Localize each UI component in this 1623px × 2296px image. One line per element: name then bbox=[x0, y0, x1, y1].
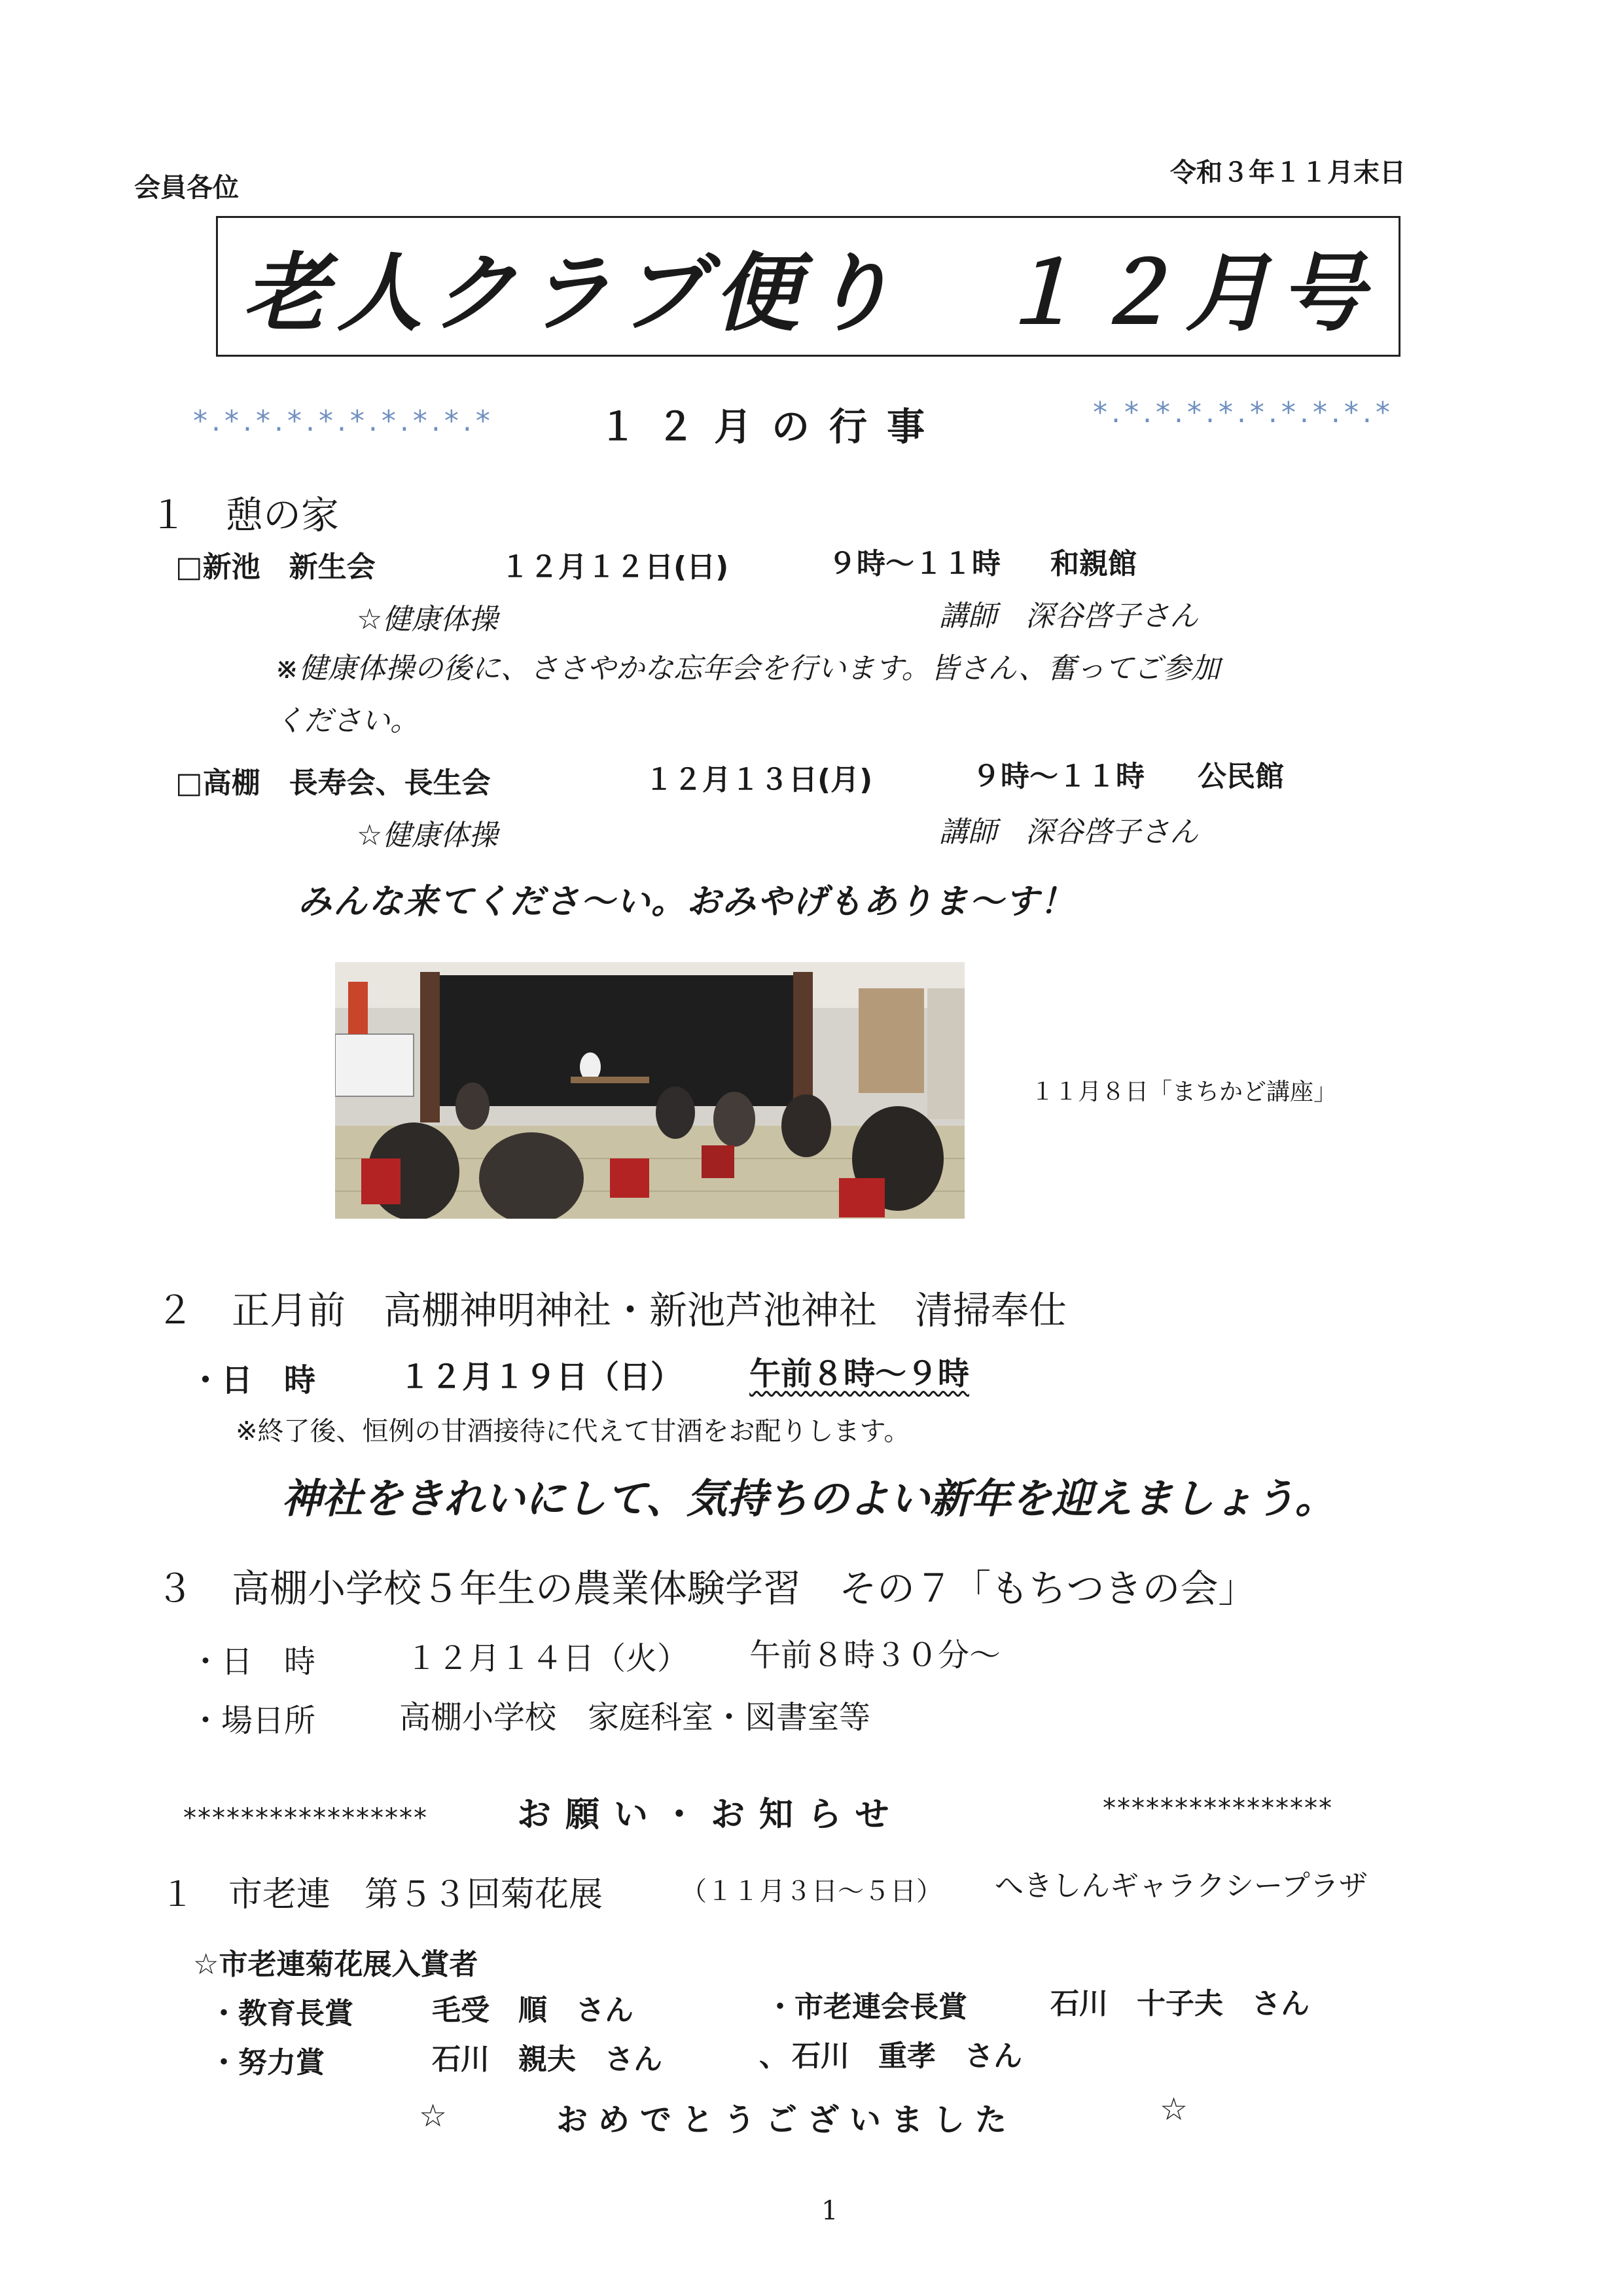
item2-venue: 公民館 bbox=[1198, 760, 1284, 793]
section2-note: ※終了後、恒例の甘酒接待に代えて甘酒をお配りします。 bbox=[236, 1416, 910, 1446]
notice1-title: １ 市老連 第５３回菊花展 bbox=[160, 1875, 603, 1914]
events-heading: １２月の行事 bbox=[599, 404, 945, 449]
asterisk-decoration-right: **************** bbox=[1103, 1793, 1333, 1823]
section3-place-label: ・場日所 bbox=[190, 1702, 316, 1739]
item2-instructor: 講師 深谷啓子さん bbox=[939, 816, 1198, 849]
section2-time: 午前８時～９時 bbox=[749, 1355, 970, 1392]
snowflake-decoration-left: *.*.*.*.*.*.*.*.*.* bbox=[193, 404, 494, 438]
page-number: 1 bbox=[821, 2196, 838, 2226]
winner-award: ・努力賞 bbox=[209, 2046, 325, 2079]
section1-heading: １ 憩の家 bbox=[149, 493, 340, 537]
photo-caption: １１月８日「まちかど講座」 bbox=[1031, 1079, 1338, 1105]
section1-slogan: みんな来てくださ～い。おみやげもありま～す！ bbox=[298, 882, 1076, 922]
winner-award: ・教育長賞 bbox=[209, 1997, 353, 2030]
section3-date: １２月１４日（火） bbox=[406, 1640, 689, 1677]
notice1-period: （１１月３日～５日） bbox=[681, 1876, 942, 1907]
section2-slogan: 神社をきれいにして、気持ちのよい新年を迎えましょう。 bbox=[281, 1475, 1336, 1522]
item1-venue: 和親館 bbox=[1050, 547, 1137, 581]
notice1-venue: へきしんギャラクシープラザ bbox=[995, 1869, 1368, 1903]
item2-activity: ☆健康体操 bbox=[357, 819, 498, 852]
item1-note-line1: ※健康体操の後に、ささやかな忘年会を行います。皆さん、奮ってご参加 bbox=[275, 652, 1220, 685]
item1-note-line2: ください。 bbox=[275, 704, 419, 738]
winners-heading: ☆市老連菊花展入賞者 bbox=[193, 1948, 478, 1981]
snowflake-decoration-right: *.*.*.*.*.*.*.*.*.* bbox=[1093, 396, 1394, 429]
winner-name: 石川 重孝 さん bbox=[792, 2039, 1022, 2073]
item1-instructor: 講師 深谷啓子さん bbox=[939, 600, 1198, 633]
star-icon: ☆ bbox=[1160, 2091, 1188, 2128]
section3-date-label: ・日 時 bbox=[190, 1643, 316, 1680]
section2-date: １２月１９日（日） bbox=[399, 1359, 683, 1395]
section2-heading: ２ 正月前 高棚神明神社・新池芦池神社 清掃奉仕 bbox=[156, 1288, 1067, 1333]
section3-time: 午前８時３０分～ bbox=[749, 1637, 1001, 1674]
winner-name: 毛受 順 さん bbox=[432, 1994, 633, 2027]
item2-date: １２月１３日(月) bbox=[645, 763, 873, 797]
event-photo bbox=[335, 962, 965, 1219]
item1-place: □新池 新生会 bbox=[175, 550, 376, 584]
asterisk-decoration-left: ***************** bbox=[183, 1803, 428, 1833]
title-box bbox=[216, 216, 1400, 357]
congrats-text: おめでとうございました bbox=[556, 2102, 1018, 2138]
item2-time: ９時～１１時 bbox=[972, 760, 1145, 793]
notices-heading: お願い・お知らせ bbox=[517, 1795, 904, 1835]
winner-award: ・市老連会長賞 bbox=[766, 1990, 967, 2024]
issue-date: 令和３年１１月末日 bbox=[1170, 158, 1406, 188]
page-title: 老人クラブ便り １２月号 bbox=[242, 243, 1374, 343]
star-icon: ☆ bbox=[419, 2098, 448, 2134]
item1-activity: ☆健康体操 bbox=[357, 603, 498, 636]
recipients: 会員各位 bbox=[134, 173, 239, 203]
item2-place: □高棚 長寿会、長生会 bbox=[175, 766, 491, 800]
winner-separator: 、 bbox=[759, 2039, 788, 2073]
item1-date: １２月１２日(日) bbox=[501, 550, 729, 584]
section2-date-label: ・日 時 bbox=[190, 1362, 316, 1399]
item1-time: ９時～１１時 bbox=[828, 547, 1001, 581]
event-photo-illustration bbox=[335, 962, 965, 1219]
winner-name: 石川 親夫 さん bbox=[432, 2043, 662, 2076]
section3-heading: ３ 高棚小学校５年生の農業体験学習 その７「もちつきの会」 bbox=[156, 1566, 1257, 1611]
section3-place: 高棚小学校 家庭科室・図書室等 bbox=[399, 1699, 871, 1736]
winner-name: 石川 十子夫 さん bbox=[1050, 1987, 1310, 2020]
